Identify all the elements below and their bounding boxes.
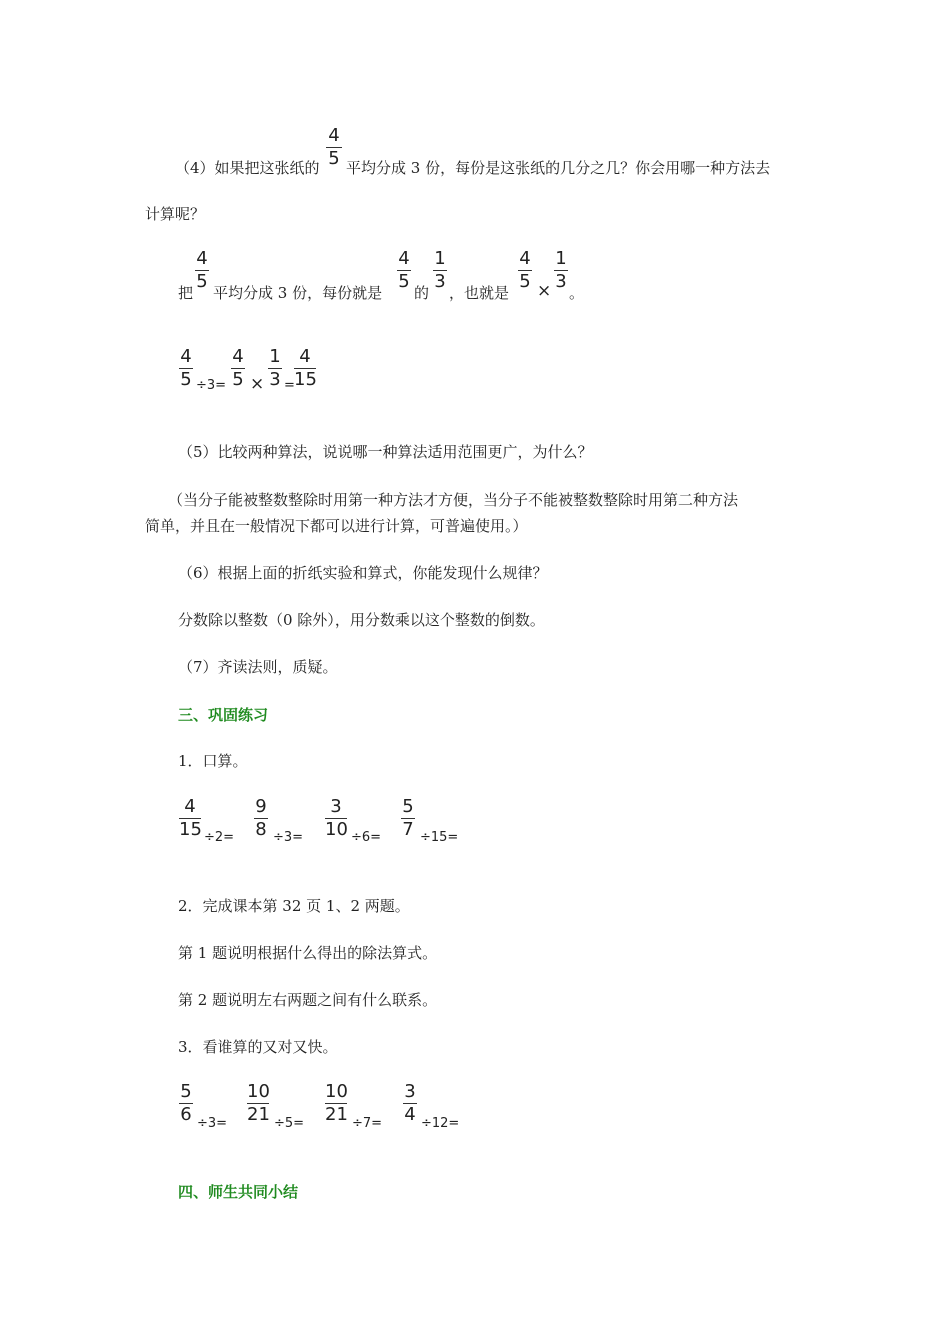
exercise-3-fraction-2: 10 21 xyxy=(247,1081,270,1125)
exercise-1-title: 1．口算。 xyxy=(178,752,248,770)
explain-fraction-4: 4 5 xyxy=(519,248,531,292)
explain-part-a: 把 xyxy=(178,284,194,302)
exercise-1-fraction-2: 9 8 xyxy=(255,796,267,840)
exercise-3-op-3: ÷7= xyxy=(352,1116,383,1131)
exercise-2-title: 2．完成课本第 32 页 1、2 两题。 xyxy=(178,897,410,915)
exercise-3-fraction-3: 10 21 xyxy=(325,1081,348,1125)
exercise-2-line1: 第 1 题说明根据什么得出的除法算式。 xyxy=(178,944,438,962)
explain-part-e: 。 xyxy=(569,284,585,302)
q5-answer-line1: （当分子能被整数整除时用第一种方法才方便，当分子不能被整数整除时用第二种方法 xyxy=(168,491,739,509)
exercise-2-line2: 第 2 题说明左右两题之间有什么联系。 xyxy=(178,991,438,1009)
exercise-3-op-2: ÷5= xyxy=(274,1116,305,1131)
exercise-3-fraction-1: 5 6 xyxy=(180,1081,192,1125)
q4-line2: 计算呢？ xyxy=(145,205,206,223)
q4-line1-a: （4）如果把这张纸的 xyxy=(175,159,320,177)
explain-fraction-5: 1 3 xyxy=(555,248,567,292)
explain-fraction-3: 1 3 xyxy=(434,248,446,292)
exercise-1-fraction-3: 3 10 xyxy=(325,796,348,840)
equation-times-sign: × xyxy=(250,374,265,394)
q5-question: （5）比较两种算法，说说哪一种算法适用范围更广，为什么？ xyxy=(178,443,593,461)
exercise-3-title: 3．看谁算的又对又快。 xyxy=(178,1038,338,1056)
section-3-heading: 三、巩固练习 xyxy=(178,706,269,724)
rule-text: 分数除以整数（0 除外），用分数乘以这个整数的倒数。 xyxy=(178,611,545,629)
exercise-3-op-4: ÷12= xyxy=(421,1116,460,1131)
explain-part-b: 平均分成 3 份，每份就是 xyxy=(213,284,383,302)
section-4-heading: 四、师生共同小结 xyxy=(178,1183,299,1201)
exercise-1-fraction-4: 5 7 xyxy=(402,796,414,840)
exercise-1-op-4: ÷15= xyxy=(420,830,459,845)
q5-answer-line2: 简单，并且在一般情况下都可以进行计算，可普遍使用。） xyxy=(145,517,528,535)
q6-question: （6）根据上面的折纸实验和算式，你能发现什么规律？ xyxy=(178,564,548,582)
exercise-1-fraction-1: 4 15 xyxy=(179,796,202,840)
explain-fraction-1: 4 5 xyxy=(196,248,208,292)
equation-equals: = xyxy=(284,378,295,393)
exercise-1-op-1: ÷2= xyxy=(204,830,235,845)
exercise-3-fraction-4: 3 4 xyxy=(404,1081,416,1125)
equation-divide-op: ÷3= xyxy=(196,378,227,393)
equation-fraction-4: 4 15 xyxy=(294,346,317,390)
equation-fraction-1: 4 5 xyxy=(180,346,192,390)
equation-fraction-2: 4 5 xyxy=(232,346,244,390)
explain-part-c: 的 xyxy=(414,284,430,302)
q4-line1-b: 平均分成 3 份，每份是这张纸的几分之几？你会用哪一种方法去 xyxy=(346,159,771,177)
fraction-four-fifths: 4 5 xyxy=(326,126,342,169)
explain-part-d: ，也就是 xyxy=(449,284,510,302)
explain-fraction-2: 4 5 xyxy=(398,248,410,292)
exercise-1-op-2: ÷3= xyxy=(273,830,304,845)
equation-fraction-3: 1 3 xyxy=(269,346,281,390)
q7-text: （7）齐读法则，质疑。 xyxy=(178,658,338,676)
exercise-3-op-1: ÷3= xyxy=(197,1116,228,1131)
explain-times-sign: × xyxy=(537,281,552,301)
exercise-1-op-3: ÷6= xyxy=(351,830,382,845)
